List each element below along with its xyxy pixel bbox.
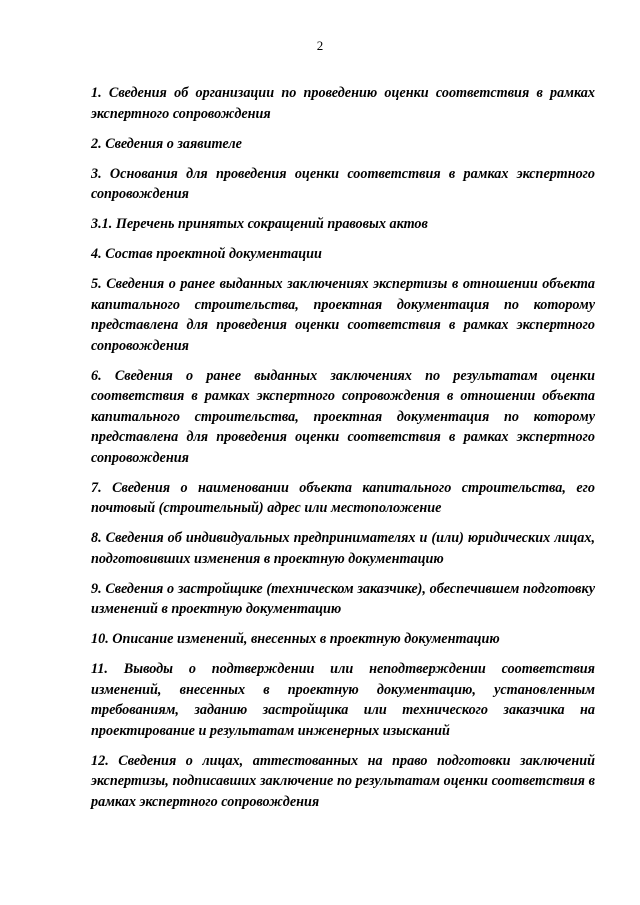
toc-item-3: 3. Основания для проведения оценки соответствия в рамках экспертного сопровождения: [91, 165, 595, 202]
toc-item-4: 4. Состав проектной документации: [91, 246, 322, 262]
page-number: 2: [316, 38, 324, 53]
toc-item-8: 8. Сведения об индивидуальных предпринимателях и (или) юридических лицах, подготовивших изменения в проектную документацию: [91, 530, 595, 567]
toc-item-11: 11. Выводы о подтверждении или неподтверждении соответствия изменений, внесенных в проектную документацию, установленным требованиям, заданию застройщика или технического заказчика на проектирование и результатам инженерных изысканий: [91, 661, 595, 739]
toc-item-2: 2. Сведения о заявителе: [91, 135, 242, 152]
toc-item-1: 1. Сведения об организации по проведению оценки соответствия в рамках экспертного сопровождения: [91, 85, 595, 122]
toc-item-12: 12. Сведения о лицах, аттестованных на право подготовки заключений экспертизы, подписавших заключение по результатам оценки соответствия в рамках экспертного сопровождения: [91, 752, 595, 810]
toc-item-6: 6. Сведения о ранее выданных заключениях по результатам оценки соответствия в рамках экспертного сопровождения в отношении объекта капитального строительства, проектная документация по которому представлена для проведения оценки соответствия в рамках экспертного сопровождения: [91, 367, 595, 466]
toc-item-9: 9. Сведения о застройщике (техническом заказчике), обеспечившем подготовку изменений в проектную документацию: [91, 580, 595, 617]
toc-item-10: 10. Описание изменений, внесенных в проектную документацию: [91, 631, 500, 647]
toc-item-7: 7. Сведения о наименовании объекта капитального строительства, его почтовый (строительный) адрес или местоположение: [91, 479, 595, 516]
toc-item-5: 5. Сведения о ранее выданных заключениях экспертизы в отношении объекта капитального строительства, проектная документация по которому представлена для проведения оценки соответствия в рамках экспертного сопровождения: [91, 276, 595, 354]
toc-item-3-1: 3.1. Перечень принятых сокращений правовых актов: [91, 216, 428, 232]
table-of-contents: [91, 83, 595, 822]
